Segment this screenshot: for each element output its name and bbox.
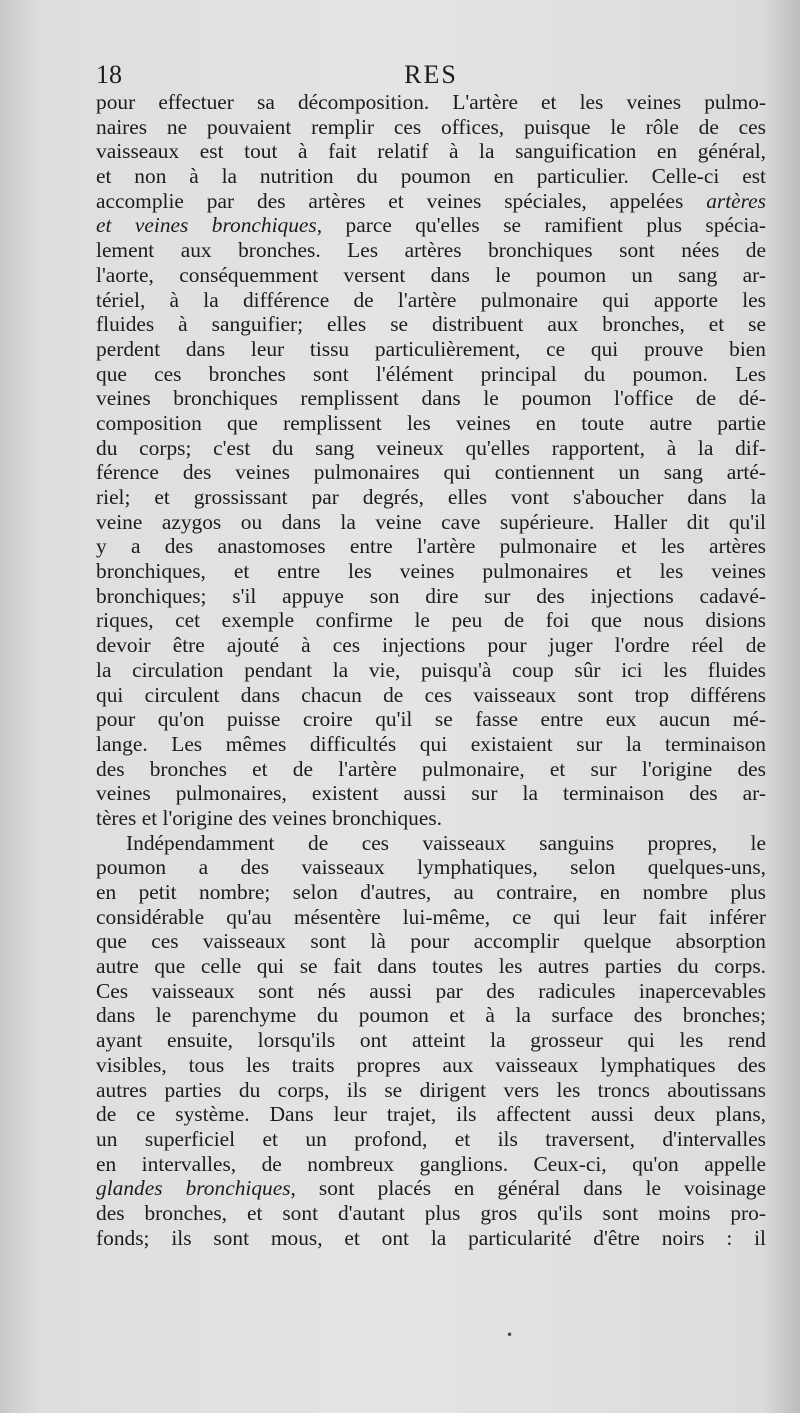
text-line xyxy=(96,683,766,708)
line-text: composition que remplissent les veines en toute autre partie xyxy=(96,410,766,435)
text-line xyxy=(96,139,766,164)
line-text: lange. Les mêmes difficultés qui existaient sur la terminaison xyxy=(96,731,766,756)
line-text: veines pulmonaires, existent aussi sur la terminaison des ar- xyxy=(96,781,766,806)
text-line xyxy=(96,559,766,584)
text-line xyxy=(96,238,766,263)
line-text: accomplie par des artères et veines spéciales, appelées xyxy=(96,188,707,213)
text-line xyxy=(96,954,766,979)
line-text: l'aorte, conséquemment versent dans le poumon un sang ar- xyxy=(96,262,766,287)
line-text: que ces vaisseaux sont là pour accomplir quelque absorption xyxy=(96,929,766,954)
italic-term: glandes bronchiques xyxy=(96,1176,291,1201)
line-text: lement aux bronches. Les artères bronchiques sont nées de xyxy=(96,238,766,263)
text-line xyxy=(96,707,766,732)
text-line xyxy=(96,213,766,238)
line-text: devoir être ajouté à ces injections pour juger l'ordre réel de xyxy=(96,633,766,658)
text-line xyxy=(96,806,766,831)
line-text: la circulation pendant la vie, puisqu'à coup sûr ici les fluides xyxy=(96,657,766,682)
text-line xyxy=(96,1201,766,1226)
line-text: considérable qu'au mésentère lui-même, ce qui leur fait inférer xyxy=(96,904,766,929)
text-line xyxy=(96,855,766,880)
text-line xyxy=(96,411,766,436)
line-text: férence des veines pulmonaires qui contiennent un sang arté- xyxy=(96,460,766,485)
text-line xyxy=(96,288,766,313)
text-line xyxy=(96,263,766,288)
text-line xyxy=(96,1102,766,1127)
line-text: ayant ensuite, lorsqu'ils ont atteint la grosseur qui les rend xyxy=(96,1028,766,1053)
text-line xyxy=(96,757,766,782)
line-text: un superficiel et un profond, et ils traversent, d'intervalles xyxy=(96,1126,766,1151)
line-text: des bronches, et sont d'autant plus gros qu'ils sont moins pro- xyxy=(96,1200,766,1225)
text-line xyxy=(96,584,766,609)
page-header xyxy=(96,60,766,94)
text-line xyxy=(96,90,766,115)
line-text: Indépendamment de ces vaisseaux sanguins propres, le xyxy=(126,830,766,855)
line-text: et non à la nutrition du poumon en particulier. Celle-ci est xyxy=(96,164,766,189)
text-line xyxy=(96,880,766,905)
text-line xyxy=(96,1152,766,1177)
text-line xyxy=(96,115,766,140)
text-line xyxy=(96,1226,766,1251)
text-line xyxy=(96,312,766,337)
line-text: en intervalles, de nombreux ganglions. Ceux-ci, qu'on appelle xyxy=(96,1151,766,1176)
italic-term: et veines bronchiques xyxy=(96,213,317,238)
line-text: en petit nombre; selon d'autres, au contraire, en nombre plus xyxy=(96,880,766,904)
line-text: pour effectuer sa décomposition. L'artère et les veines pulmo- xyxy=(96,90,766,114)
line-text: qui circulent dans chacun de ces vaisseaux sont trop différens xyxy=(96,682,766,707)
line-text: visibles, tous les traits propres aux vaisseaux lymphatiques des xyxy=(96,1052,766,1077)
text-line xyxy=(96,337,766,362)
line-text: autres parties du corps, ils se dirigent vers les troncs aboutissans xyxy=(96,1077,766,1102)
text-line xyxy=(96,608,766,633)
line-text: que ces bronches sont l'élément principal du poumon. Les xyxy=(96,361,766,386)
text-line xyxy=(96,189,766,214)
text-line xyxy=(96,362,766,387)
line-text: Ces vaisseaux sont nés aussi par des radicules inapercevables xyxy=(96,978,766,1003)
line-text: naires ne pouvaient remplir ces offices, puisque le rôle de ces xyxy=(96,114,766,139)
text-line xyxy=(96,732,766,757)
line-text: riques, cet exemple confirme le peu de foi que nous disions xyxy=(96,608,766,633)
text-line xyxy=(96,436,766,461)
stray-ink-dot: • xyxy=(506,1328,514,1342)
text-line xyxy=(96,386,766,411)
line-text: veine azygos ou dans la veine cave supérieure. Haller dit qu'il xyxy=(96,509,766,534)
line-text: , sont placés en général dans le voisinage xyxy=(290,1176,766,1201)
line-text: poumon a des vaisseaux lymphatiques, selon quelques-uns, xyxy=(96,855,766,880)
line-text: veines bronchiques remplissent dans le poumon l'office de dé- xyxy=(96,386,766,411)
page-number: 18 xyxy=(96,60,122,89)
running-head: RES xyxy=(404,60,458,89)
line-text: dans le parenchyme du poumon et à la surface des bronches; xyxy=(96,1003,766,1028)
line-text: , parce qu'elles se ramifient plus spécia- xyxy=(316,213,766,238)
text-line xyxy=(96,1176,766,1201)
line-text: riel; et grossissant par degrés, elles vont s'aboucher dans la xyxy=(96,485,766,509)
line-text: des bronches et de l'artère pulmonaire, et sur l'origine des xyxy=(96,756,766,781)
text-line xyxy=(96,929,766,954)
text-line xyxy=(96,1028,766,1053)
line-text: pour qu'on puisse croire qu'il se fasse entre eux aucun mé- xyxy=(96,707,766,732)
line-text: fluides à sanguifier; elles se distribuent aux bronches, et se xyxy=(96,312,766,337)
line-text: bronchiques, et entre les veines pulmonaires et les veines xyxy=(96,559,766,584)
text-line xyxy=(96,164,766,189)
line-text: bronchiques; s'il appuye son dire sur des injections cadavé- xyxy=(96,583,766,608)
body-text xyxy=(96,90,766,1250)
text-line xyxy=(96,534,766,559)
text-line xyxy=(96,1053,766,1078)
line-text: autre que celle qui se fait dans toutes les autres parties du corps. xyxy=(96,954,766,979)
text-line xyxy=(96,460,766,485)
line-text: y a des anastomoses entre l'artère pulmonaire et les artères xyxy=(96,534,766,559)
line-text: fonds; ils sont mous, et ont la particularité d'être noirs : il xyxy=(96,1225,766,1250)
text-line xyxy=(96,633,766,658)
line-text: du corps; c'est du sang veineux qu'elles rapportent, à la dif- xyxy=(96,435,766,460)
text-line xyxy=(96,485,766,510)
line-text: tériel, à la différence de l'artère pulmonaire qui apporte les xyxy=(96,287,766,312)
line-text: perdent dans leur tissu particulièrement, ce qui prouve bien xyxy=(96,336,766,361)
text-line xyxy=(96,1127,766,1152)
text-line xyxy=(96,658,766,683)
line-text: tères et l'origine des veines bronchiques. xyxy=(96,805,442,830)
text-line xyxy=(96,1003,766,1028)
text-line xyxy=(96,781,766,806)
line-text: vaisseaux est tout à fait relatif à la sanguification en général, xyxy=(96,139,766,164)
line-text: de ce système. Dans leur trajet, ils affectent aussi deux plans, xyxy=(96,1102,766,1127)
italic-term: artères xyxy=(706,188,766,213)
text-line xyxy=(96,979,766,1004)
text-line xyxy=(96,905,766,930)
text-line xyxy=(96,831,766,856)
text-line xyxy=(96,510,766,535)
text-line xyxy=(96,1078,766,1103)
